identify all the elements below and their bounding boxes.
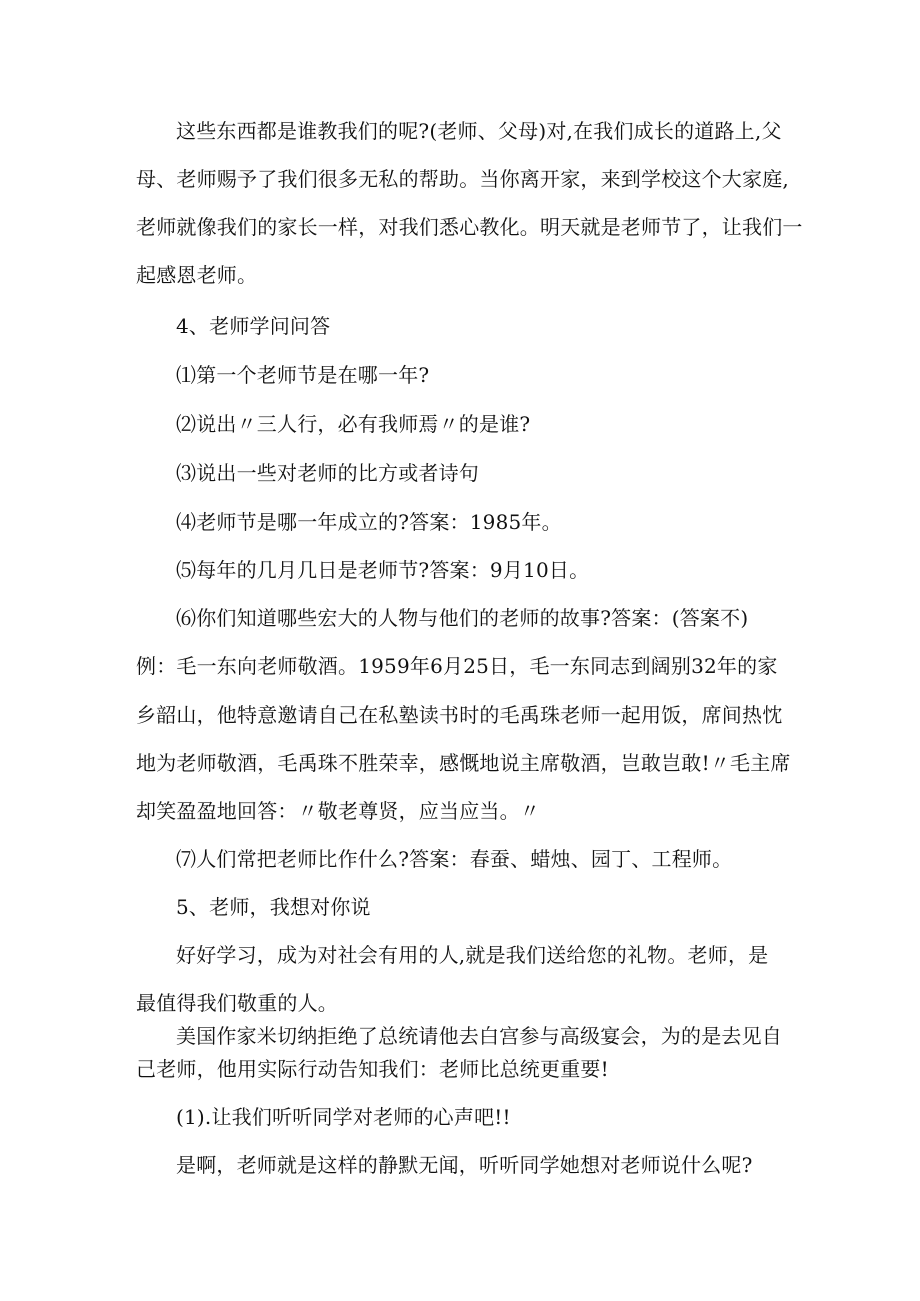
paragraph-michener-line-2: 己老师，他用实际行动告知我们：老师比总统更重要! — [136, 1057, 609, 1081]
story-line-2: 乡韶山，他特意邀请自己在私塾读书时的毛禹珠老师一起用饭，席间热忱 — [136, 703, 783, 727]
question-4: ⑷老师节是哪一年成立的?答案：1985年。 — [176, 510, 562, 534]
paragraph-study-line-2: 最值得我们敬重的人。 — [136, 991, 338, 1015]
question-6: ⑹你们知道哪些宏大的人物与他们的老师的故事?答案：(答案不) — [176, 606, 749, 630]
story-line-1: 例：毛一东向老师敬酒。1959年6月25日，毛一东同志到阔别32年的家 — [136, 654, 778, 678]
question-5: ⑸每年的几月几日是老师节?答案：9月10日。 — [176, 558, 590, 582]
story-line-4: 却笑盈盈地回答：〃敬老尊贤，应当应当。〃 — [136, 799, 540, 823]
question-1: ⑴第一个老师节是在哪一年? — [176, 363, 430, 387]
story-line-3: 地为老师敬酒，毛禹珠不胜荣幸，感慨地说主席敬酒，岂敢岂敢!〃毛主席 — [136, 751, 791, 775]
question-3: ⑶说出一些对老师的比方或者诗句 — [176, 461, 479, 485]
paragraph-study-line-1: 好好学习，成为对社会有用的人,就是我们送给您的礼物。老师，是 — [176, 943, 769, 967]
paragraph-line-2: 母、老师赐予了我们很多无私的帮助。当你离开家，来到学校这个大家庭, — [136, 167, 789, 191]
paragraph-michener-line-1: 美国作家米切纳拒绝了总统请他去白宫参与高级宴会，为的是去见自 — [176, 1024, 782, 1048]
question-2: ⑵说出〃三人行，必有我师焉〃的是谁? — [176, 412, 531, 436]
question-7: ⑺人们常把老师比作什么?答案：春蚕、蜡烛、园丁、工程师。 — [176, 847, 733, 871]
section-heading-4: 4、老师学问问答 — [176, 314, 331, 338]
section-heading-5: 5、老师，我想对你说 — [176, 895, 371, 919]
subsection-1: (1).让我们听听同学对老师的心声吧!! — [176, 1105, 511, 1129]
closing-line: 是啊，老师就是这样的静默无闻，听听同学她想对老师说什么呢? — [176, 1153, 753, 1177]
paragraph-line-1: 这些东西都是谁教我们的呢?(老师、父母)对,在我们成长的道路上,父 — [176, 119, 782, 143]
paragraph-line-3: 老师就像我们的家长一样，对我们悉心教化。明天就是老师节了，让我们一 — [136, 215, 803, 239]
paragraph-line-4: 起感恩老师。 — [136, 263, 258, 287]
